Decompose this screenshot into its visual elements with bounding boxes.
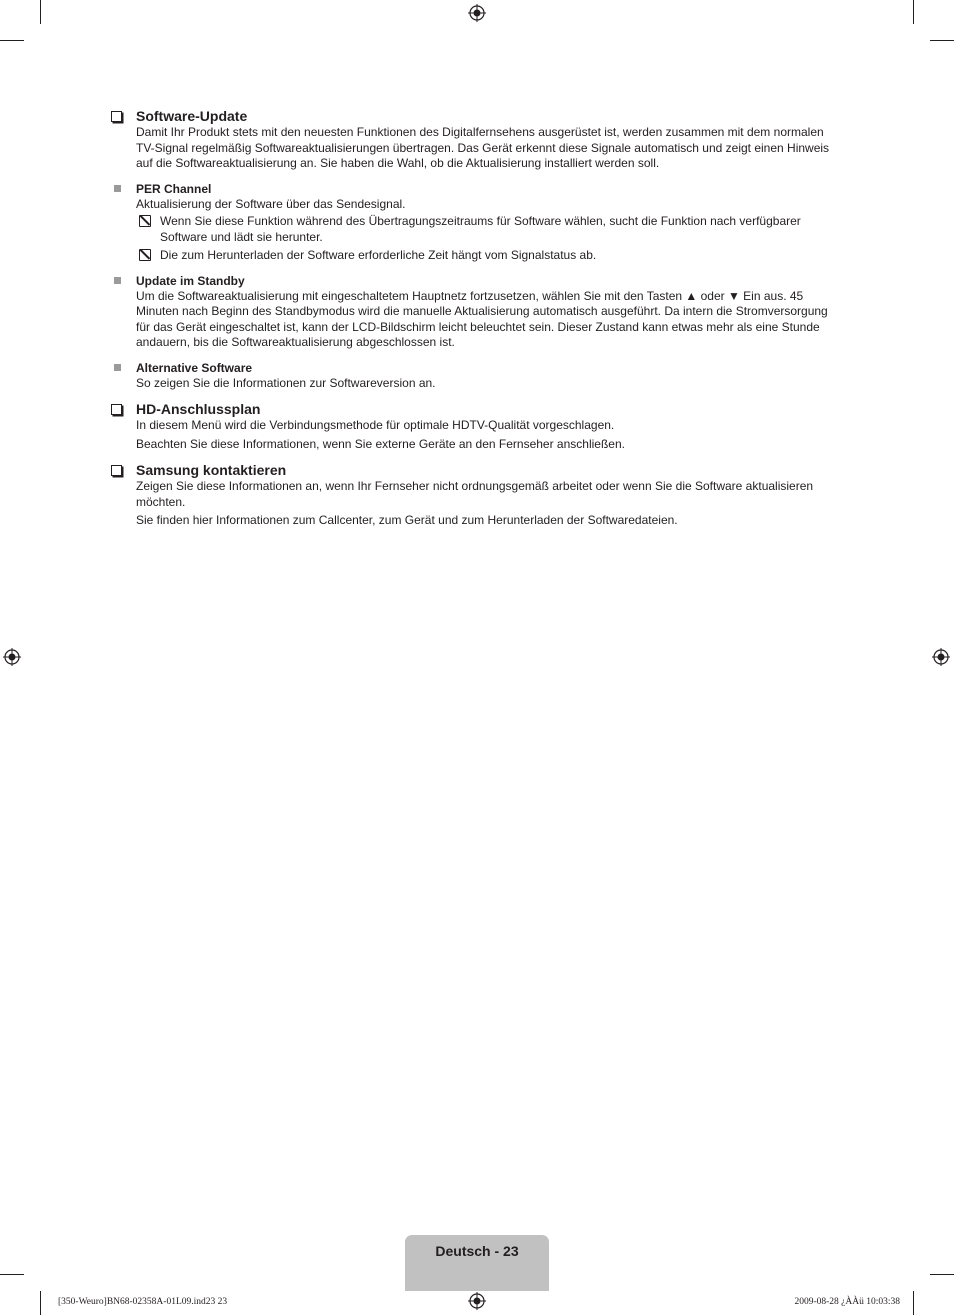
crop-mark-bottom-left-h [0,1274,24,1275]
section-heading [136,401,845,418]
item-heading [136,274,845,289]
checkbox-bullet-icon [111,111,122,122]
section-paragraph: Beachten Sie diese Informationen, wenn Sie externe Geräte an den Fernseher anschließen. [136,436,625,451]
item-heading [136,361,845,376]
section-paragraph: Damit Ihr Produkt stets mit den neuesten Funktionen des Digitalfernsehens ausgerüstet ist, werden zusammen mit dem normalen TV-Signal regelmäßig Softwareaktualisierungen übertragen. Das Gerät erkennt diese Signale automatisch und zeigt einen Hinweis auf die Softwareaktualisierung an. Sie haben die Wahl, ob die Aktualisierung installiert werden soll. [136,125,830,170]
registration-mark-icon [468,4,486,22]
print-timestamp: 2009-08-28 ¿ÀÀü 10:03:38 [794,1297,900,1307]
note-pencil-icon [139,215,151,227]
page-content [110,108,845,529]
item-title: Update im Standby [136,273,245,288]
crop-mark-top-right-h [930,40,954,41]
registration-mark-icon [932,648,950,666]
note-text: Die zum Herunterladen der Software erforderliche Zeit hängt vom Signalstatus ab. [160,248,597,262]
square-bullet-icon [114,364,121,371]
checkbox-bullet-icon [111,465,122,476]
square-bullet-icon [114,185,121,192]
crop-mark-top-left-v [40,0,41,24]
section-software-update [110,108,845,391]
section-title: HD-Anschlussplan [136,401,261,417]
item-title: Alternative Software [136,360,253,375]
page-label: Deutsch - 23 [435,1243,519,1259]
note [136,214,845,245]
item-title: PER Channel [136,181,212,196]
section-heading [136,108,845,125]
item-alternative-software [136,361,845,392]
crop-mark-top-left-h [0,40,24,41]
item-heading [136,182,845,197]
item-text: Aktualisierung der Software über das Sendesignal. [136,196,406,211]
section-paragraph: In diesem Menü wird die Verbindungsmethode für optimale HDTV-Qualität vorgeschlagen. [136,418,615,432]
checkbox-bullet-icon [111,404,122,415]
page-number-tab [405,1235,549,1291]
file-slug: [350-Weuro]BN68-02358A-01L09.ind23 23 [58,1297,228,1307]
item-per-channel [136,182,845,264]
square-bullet-icon [114,277,121,284]
item-text: So zeigen Sie die Informationen zur Softwareversion an. [136,375,436,390]
note [136,248,845,264]
registration-mark-icon [3,648,21,666]
note-pencil-icon [139,249,151,261]
section-hd-anschlussplan [110,401,845,452]
note-text: Wenn Sie diese Funktion während des Übertragungszeitraums für Software wählen, sucht die Funktion nach verfügbarer Software und lädt sie herunter. [160,214,801,244]
registration-mark-icon [468,1292,486,1310]
section-samsung-kontaktieren [110,462,845,529]
crop-mark-bottom-right-v [913,1291,914,1315]
item-update-im-standby [136,274,845,351]
section-paragraph: Zeigen Sie diese Informationen an, wenn Ihr Fernseher nicht ordnungsgemäß arbeitet oder wenn Sie die Software aktualisieren möchten. [136,479,814,509]
section-title: Samsung kontaktieren [136,462,287,478]
section-title: Software-Update [136,108,248,124]
item-text: Um die Softwareaktualisierung mit eingeschaltetem Hauptnetz fortzusetzen, wählen Sie mit den Tasten ▲ oder ▼ Ein aus. 45 Minuten nach Beginn des Standbymodus wird die manuelle Aktualisierung automatisch ausgeführt. Da intern die Stromversorgung für das Gerät eingeschaltet ist, kann der LCD-Bildschirm leicht beleuchtet sein. Dieser Zustand kann etwas mehr als eine Stunde andauern, bis die Softwareaktualisierung abgeschlossen ist. [136,288,828,349]
crop-mark-bottom-right-h [930,1274,954,1275]
section-paragraph: Sie finden hier Informationen zum Callcenter, zum Gerät und zum Herunterladen der Softwaredateien. [136,513,678,527]
section-heading [136,462,845,479]
crop-mark-top-right-v [913,0,914,24]
crop-mark-bottom-left-v [40,1291,41,1315]
